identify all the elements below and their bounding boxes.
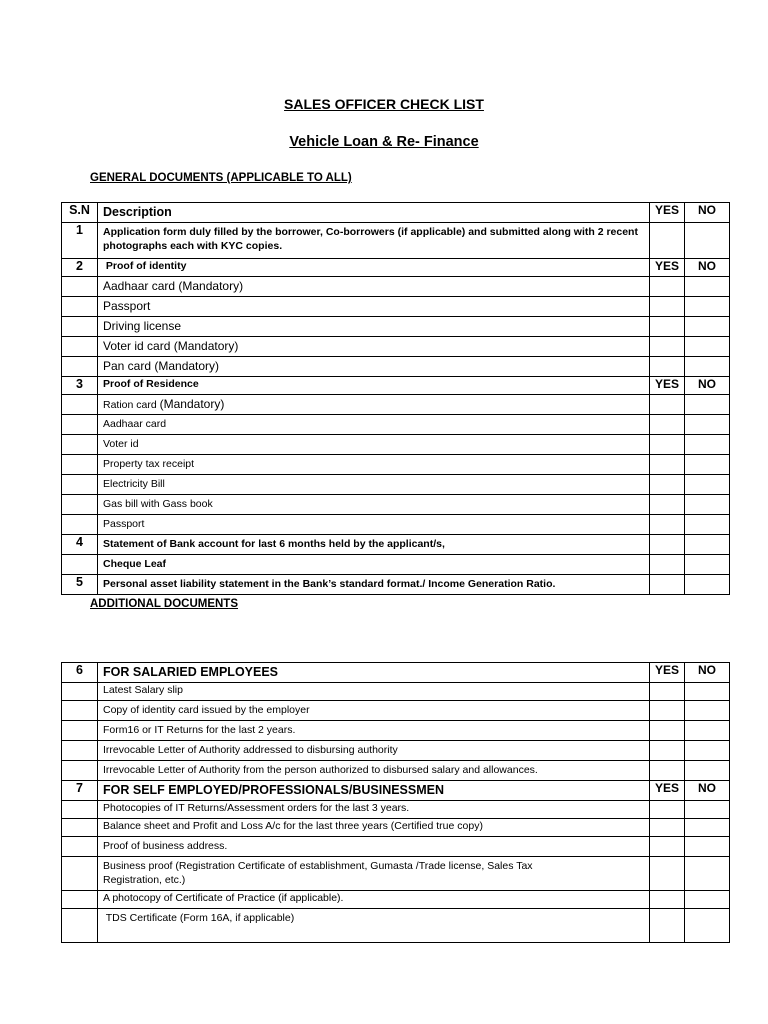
table-row (62, 801, 730, 819)
yes-cell[interactable] (650, 857, 685, 891)
no-cell[interactable] (685, 575, 730, 595)
yes-cell[interactable] (650, 801, 685, 819)
yes-cell[interactable]: YES (650, 663, 685, 683)
table-row (62, 909, 730, 943)
no-cell[interactable] (685, 515, 730, 535)
no-cell[interactable] (685, 455, 730, 475)
table-row (62, 837, 730, 857)
no-cell[interactable] (685, 683, 730, 701)
row-description: Latest Salary slip (98, 683, 650, 701)
row-sn (62, 435, 98, 455)
row-description: Irrevocable Letter of Authority from the person authorized to disbursed salary and allowances. (98, 761, 650, 781)
header-sn: S.N (62, 203, 98, 223)
row-sn (62, 515, 98, 535)
no-cell[interactable] (685, 223, 730, 259)
yes-cell[interactable] (650, 415, 685, 435)
no-cell[interactable] (685, 337, 730, 357)
row-description: Application form duly filled by the borrower, Co-borrowers (if applicable) and submitted along with 2 recent photographs each with KYC copies. (98, 223, 650, 259)
row-description: Aadhaar card (Mandatory) (98, 277, 650, 297)
row-description: Proof of identity (98, 259, 650, 277)
yes-cell[interactable] (650, 357, 685, 377)
yes-cell[interactable] (650, 761, 685, 781)
row-description: Proof of business address. (98, 837, 650, 857)
row-description: Voter id (98, 435, 650, 455)
yes-cell[interactable] (650, 337, 685, 357)
no-cell[interactable] (685, 857, 730, 891)
row-description-text: Ration card (103, 399, 157, 411)
row-sn (62, 415, 98, 435)
no-cell[interactable]: NO (685, 663, 730, 683)
row-sn (62, 857, 98, 891)
row-description: Statement of Bank account for last 6 months held by the applicant/s, (98, 535, 650, 555)
row-description: Voter id card (Mandatory) (98, 337, 650, 357)
no-cell[interactable] (685, 761, 730, 781)
yes-cell[interactable] (650, 495, 685, 515)
row-sn (62, 701, 98, 721)
table-row (62, 297, 730, 317)
yes-cell[interactable] (650, 515, 685, 535)
row-description-mandatory: (Mandatory) (159, 397, 225, 411)
no-cell[interactable] (685, 395, 730, 415)
row-description: Property tax receipt (98, 455, 650, 475)
yes-cell[interactable]: YES (650, 781, 685, 801)
table-row (62, 317, 730, 337)
table-row (62, 357, 730, 377)
row-sn (62, 683, 98, 701)
yes-cell[interactable] (650, 395, 685, 415)
row-sn: 1 (62, 223, 98, 259)
no-cell[interactable] (685, 801, 730, 819)
yes-cell[interactable] (650, 721, 685, 741)
yes-cell[interactable] (650, 455, 685, 475)
row-description: Electricity Bill (98, 475, 650, 495)
row-description: FOR SELF EMPLOYED/PROFESSIONALS/BUSINESSMEN (98, 781, 650, 801)
table-row (62, 259, 730, 277)
table-row (62, 277, 730, 297)
row-sn (62, 277, 98, 297)
row-sn (62, 395, 98, 415)
row-sn (62, 297, 98, 317)
yes-cell[interactable] (650, 555, 685, 575)
no-cell[interactable] (685, 701, 730, 721)
table-row (62, 475, 730, 495)
yes-cell[interactable] (650, 741, 685, 761)
yes-cell[interactable] (650, 277, 685, 297)
header-description: Description (98, 203, 650, 223)
no-cell[interactable] (685, 741, 730, 761)
table-header-row (62, 203, 730, 223)
row-description: A photocopy of Certificate of Practice (if applicable). (98, 891, 650, 909)
no-cell[interactable] (685, 909, 730, 943)
row-description: Form16 or IT Returns for the last 2 years. (98, 721, 650, 741)
document-title: SALES OFFICER CHECK LIST (284, 96, 484, 112)
table-row (62, 701, 730, 721)
yes-cell[interactable] (650, 701, 685, 721)
row-sn: 5 (62, 575, 98, 595)
no-cell[interactable] (685, 891, 730, 909)
row-description: Passport (98, 297, 650, 317)
row-sn: 4 (62, 535, 98, 555)
row-sn (62, 819, 98, 837)
no-cell[interactable]: NO (685, 259, 730, 277)
table-row (62, 515, 730, 535)
header-yes: YES (650, 203, 685, 223)
yes-cell[interactable]: YES (650, 377, 685, 395)
general-documents-table (61, 202, 730, 595)
yes-cell[interactable] (650, 819, 685, 837)
row-description: Proof of Residence (98, 377, 650, 395)
no-cell[interactable] (685, 495, 730, 515)
document-subtitle: Vehicle Loan & Re- Finance (289, 134, 479, 150)
row-sn (62, 555, 98, 575)
yes-cell[interactable] (650, 683, 685, 701)
row-sn (62, 475, 98, 495)
table-row (62, 781, 730, 801)
table-row (62, 575, 730, 595)
row-sn: 6 (62, 663, 98, 683)
row-description: FOR SALARIED EMPLOYEES (98, 663, 650, 683)
row-sn (62, 801, 98, 819)
row-sn (62, 455, 98, 475)
table-row (62, 435, 730, 455)
yes-cell[interactable] (650, 223, 685, 259)
row-description: Passport (98, 515, 650, 535)
row-sn (62, 317, 98, 337)
table-row (62, 223, 730, 259)
row-sn (62, 495, 98, 515)
no-cell[interactable] (685, 415, 730, 435)
row-sn (62, 357, 98, 377)
row-sn: 2 (62, 259, 98, 277)
row-description: TDS Certificate (Form 16A, if applicable) (98, 909, 650, 943)
no-cell[interactable] (685, 721, 730, 741)
yes-cell[interactable] (650, 535, 685, 555)
table-row (62, 857, 730, 891)
section-heading-general: GENERAL DOCUMENTS (APPLICABLE TO ALL) (90, 172, 352, 184)
table-row (62, 455, 730, 475)
table-row (62, 683, 730, 701)
row-sn (62, 891, 98, 909)
row-description: Photocopies of IT Returns/Assessment orders for the last 3 years. (98, 801, 650, 819)
row-sn (62, 761, 98, 781)
table-row (62, 663, 730, 683)
header-no: NO (685, 203, 730, 223)
no-cell[interactable] (685, 819, 730, 837)
table-row (62, 891, 730, 909)
row-description: Balance sheet and Profit and Loss A/c for the last three years (Certified true copy) (98, 819, 650, 837)
row-description: Business proof (Registration Certificate of establishment, Gumasta /Trade license, Sales Tax Registration, etc.) (98, 857, 650, 891)
table-row (62, 555, 730, 575)
yes-cell[interactable] (650, 837, 685, 857)
no-cell[interactable] (685, 297, 730, 317)
row-sn (62, 337, 98, 357)
row-description: Driving license (98, 317, 650, 337)
row-sn: 7 (62, 781, 98, 801)
no-cell[interactable] (685, 535, 730, 555)
yes-cell[interactable] (650, 435, 685, 455)
row-description: Cheque Leaf (98, 555, 650, 575)
additional-documents-table (61, 662, 730, 943)
row-description: Aadhaar card (98, 415, 650, 435)
no-cell[interactable]: NO (685, 781, 730, 801)
yes-cell[interactable] (650, 575, 685, 595)
no-cell[interactable]: NO (685, 377, 730, 395)
table-row (62, 415, 730, 435)
row-sn (62, 837, 98, 857)
table-row (62, 819, 730, 837)
row-sn (62, 741, 98, 761)
yes-cell[interactable] (650, 891, 685, 909)
no-cell[interactable] (685, 317, 730, 337)
row-description: Personal asset liability statement in the Bank’s standard format./ Income Generation Ratio. (98, 575, 650, 595)
row-description: Pan card (Mandatory) (98, 357, 650, 377)
table-row (62, 535, 730, 555)
table-row (62, 495, 730, 515)
no-cell[interactable] (685, 277, 730, 297)
no-cell[interactable] (685, 435, 730, 455)
yes-cell[interactable] (650, 475, 685, 495)
no-cell[interactable] (685, 555, 730, 575)
row-sn (62, 721, 98, 741)
row-description (98, 395, 650, 415)
table-row (62, 761, 730, 781)
row-description: Gas bill with Gass book (98, 495, 650, 515)
section-heading-additional: ADDITIONAL DOCUMENTS (90, 598, 239, 610)
no-cell[interactable] (685, 357, 730, 377)
yes-cell[interactable]: YES (650, 259, 685, 277)
yes-cell[interactable] (650, 297, 685, 317)
row-description: Copy of identity card issued by the employer (98, 701, 650, 721)
no-cell[interactable] (685, 837, 730, 857)
row-sn: 3 (62, 377, 98, 395)
no-cell[interactable] (685, 475, 730, 495)
row-sn (62, 909, 98, 943)
table-row (62, 741, 730, 761)
table-row (62, 395, 730, 415)
yes-cell[interactable] (650, 909, 685, 943)
yes-cell[interactable] (650, 317, 685, 337)
table-row (62, 377, 730, 395)
table-row (62, 721, 730, 741)
row-description: Irrevocable Letter of Authority addressed to disbursing authority (98, 741, 650, 761)
table-row (62, 337, 730, 357)
